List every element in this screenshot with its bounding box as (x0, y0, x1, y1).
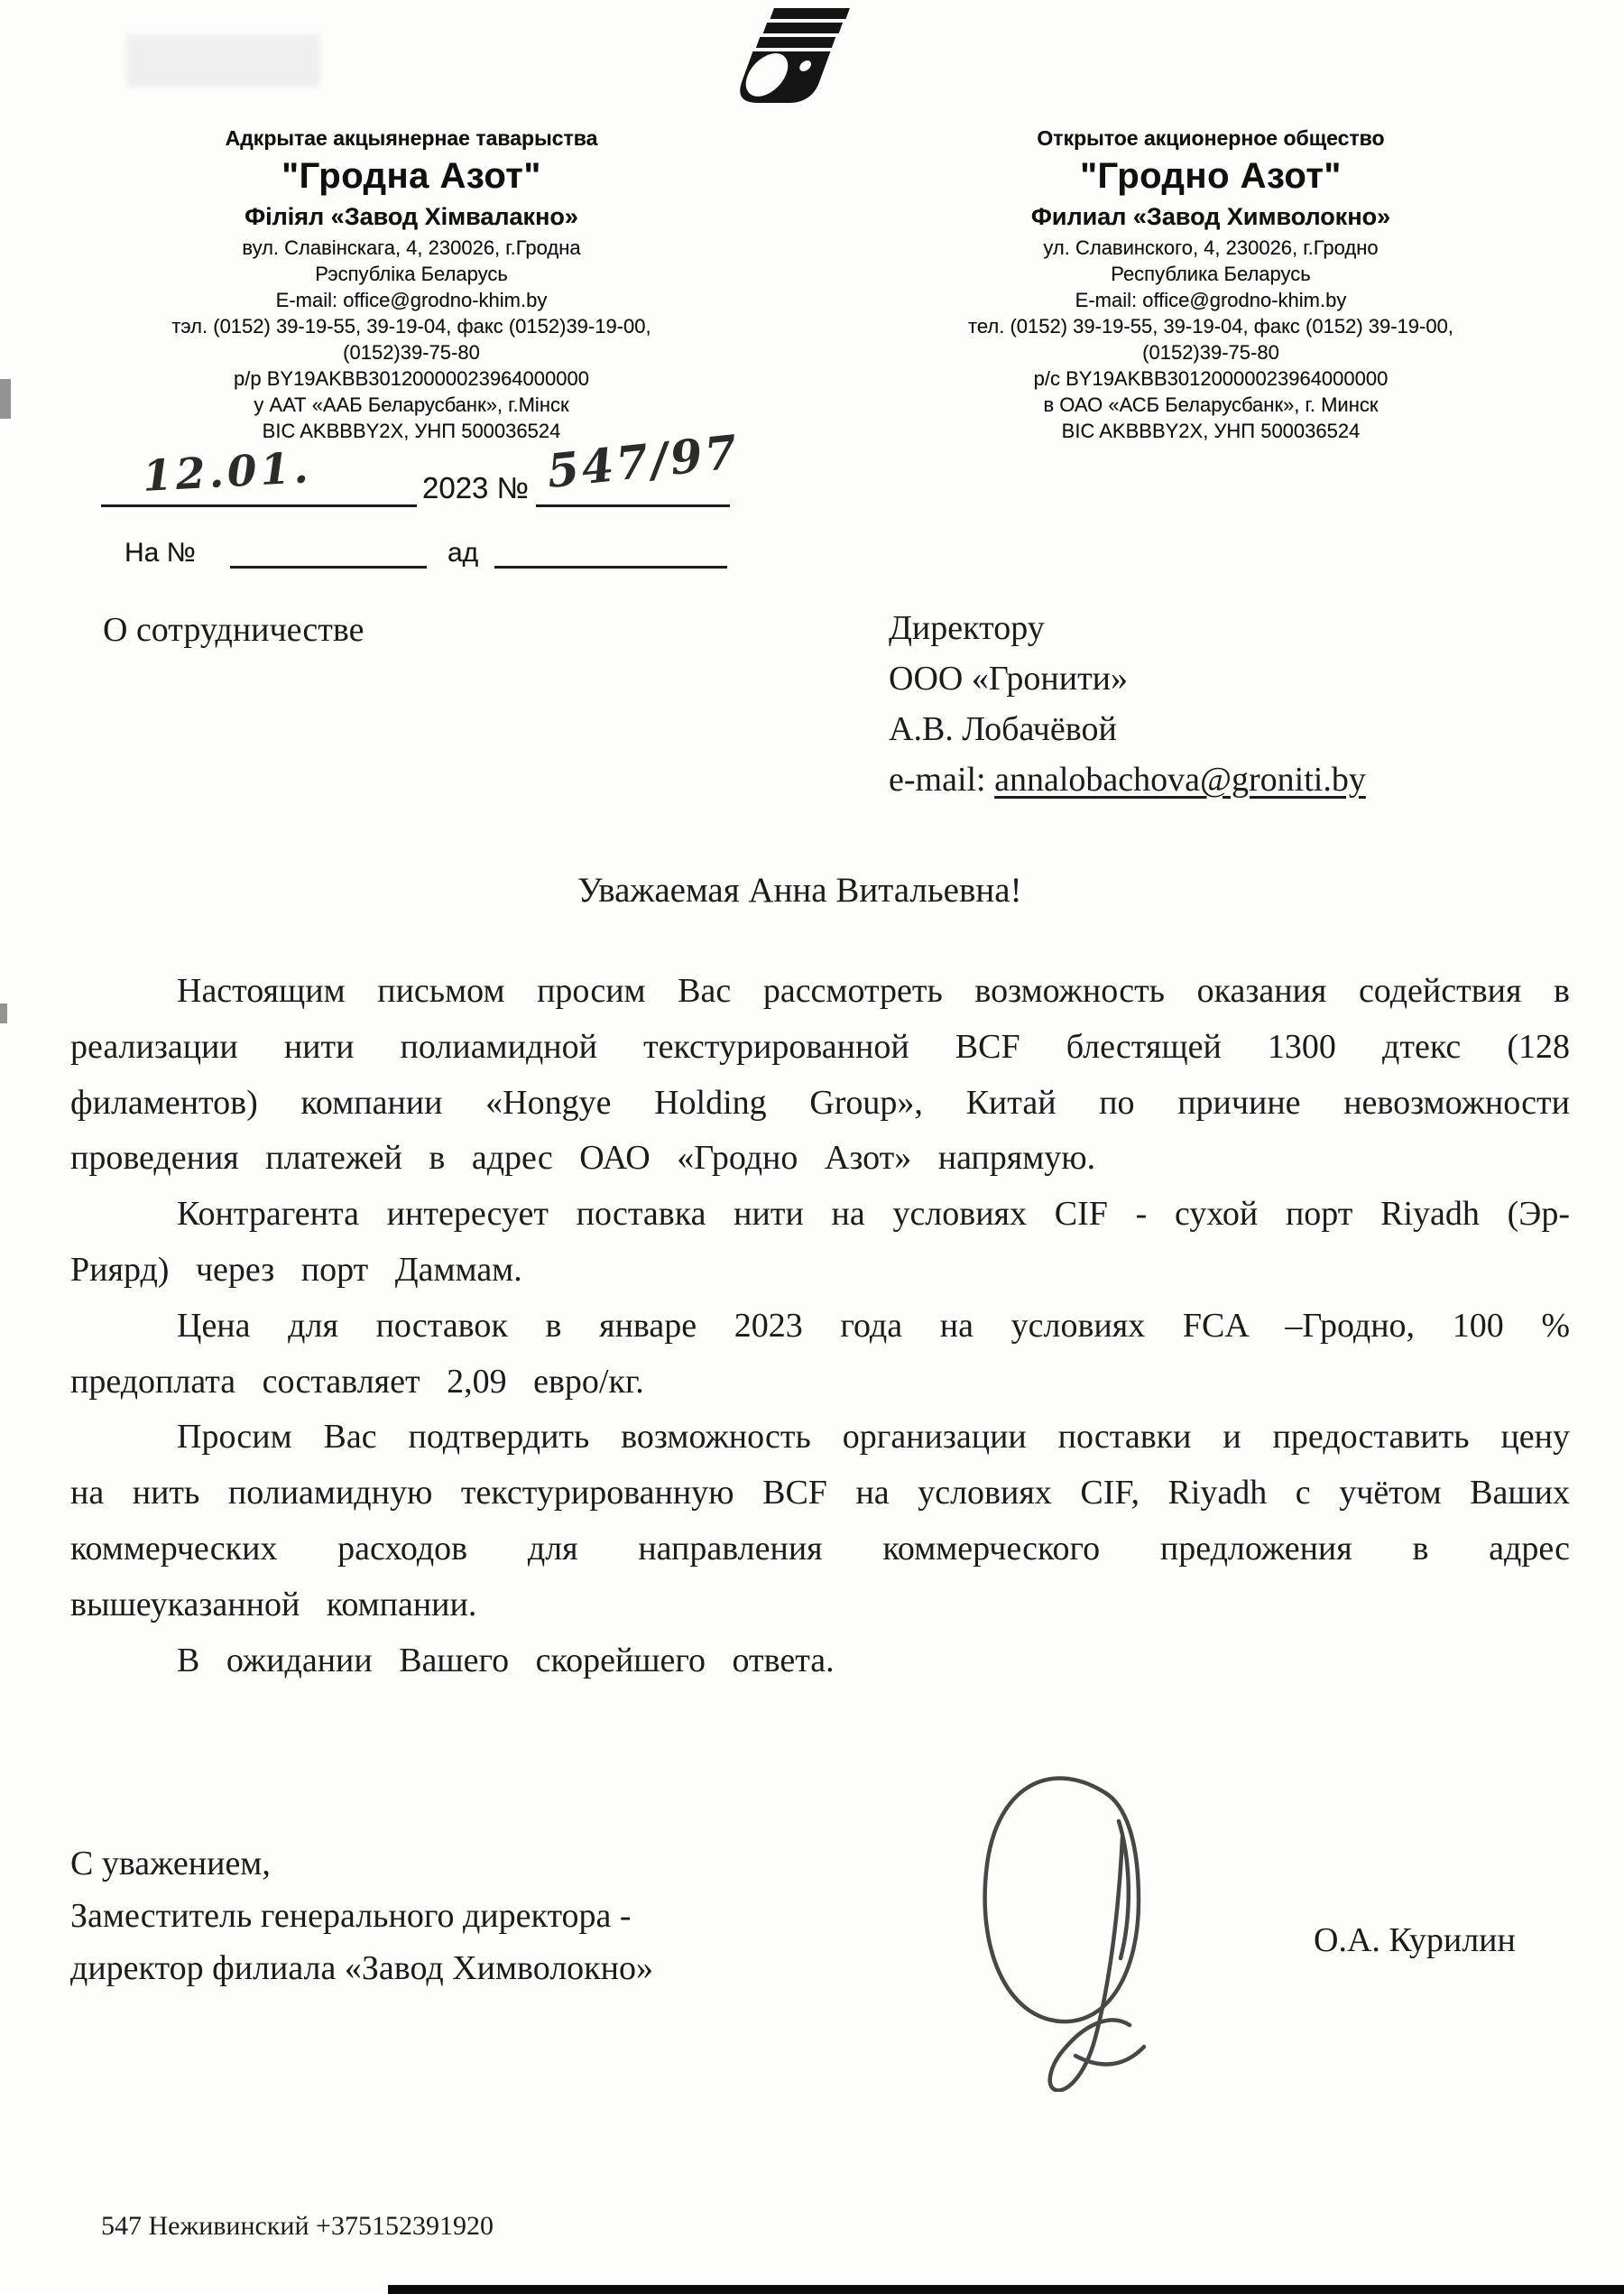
org-bank: в ОАО «АСБ Беларусбанк», г. Минск (1043, 393, 1379, 416)
reply-date-label: ад (448, 538, 479, 568)
subject-line: О сотрудничестве (103, 611, 364, 649)
org-country: Рэспубліка Беларусь (315, 263, 508, 285)
addressee-block (889, 603, 1366, 805)
handwritten-date: 12.01. (141, 443, 313, 502)
letterhead-russian (886, 125, 1536, 444)
org-street: вул. Славінскага, 4, 230026, г.Гродна (242, 236, 581, 259)
salutation: Уважаемая Анна Витальевна! (577, 871, 1022, 910)
org-phones2: (0152)39-75-80 (343, 341, 480, 364)
org-bank: у ААТ «ААБ Беларусбанк», г.Мінск (254, 393, 569, 416)
scan-edge-bar (388, 2285, 1624, 2294)
org-bic: BIC AKBBBY2X, УНП 500036524 (262, 420, 561, 442)
email-label: e-mail: (889, 761, 995, 799)
number-underline (536, 469, 730, 507)
org-name: "Гродна Азот" (281, 156, 541, 196)
paragraph-4: Просим Вас подтвердить возможность организации поставки и предоставить цену на нить полиамидную текстурированную BCF на условиях CIF, Riyadh с учётом Ваших коммерческих расходов для направления коммерческого предложения в адрес вышеуказанной компании. (70, 1418, 1570, 1623)
scan-smudge (0, 1004, 7, 1023)
year-and-number-label: 2023 № (422, 471, 529, 504)
org-phones: тэл. (0152) 39-19-55, 39-19-04, факс (0152)39-19-00, (171, 315, 651, 338)
closing-regards: С уважением, (70, 1845, 271, 1882)
grodno-azot-logo-icon (726, 5, 862, 106)
letter-body (70, 964, 1570, 1688)
org-name: "Гродно Азот" (1080, 156, 1342, 196)
org-branch: Філіял «Завод Хімвалакно» (245, 203, 578, 230)
org-email: E-mail: office@grodno-khim.by (275, 289, 548, 311)
org-type: Открытое акционерное общество (1037, 126, 1385, 150)
org-phones: тел. (0152) 39-19-55, 39-19-04, факс (0152) 39-19-00, (968, 315, 1453, 338)
signature-scribble-icon (967, 1758, 1229, 2092)
letterhead-belarusian (87, 125, 736, 444)
org-country: Республика Беларусь (1111, 263, 1311, 285)
addressee-company: ООО «Гронити» (889, 660, 1129, 698)
closing-title-1: Заместитель генерального директора - (70, 1897, 632, 1935)
reply-number-underline (230, 536, 427, 569)
paragraph-2: Контрагента интересует поставка нити на условиях CIF - сухой порт Riyadh (Эр-Риярд) через порт Даммам. (70, 1195, 1570, 1289)
org-bic: BIC AKBBBY2X, УНП 500036524 (1061, 420, 1361, 442)
scan-smudge (0, 379, 11, 419)
reply-date-underline (494, 536, 727, 569)
paragraph-1: Настоящим письмом просим Вас рассмотреть возможность оказания содействия в реализации нити полиамидной текстурированной BCF блестящей 1300 дтекс (128 филаментов) компании «Hongye Holding Group», Китай по причине невозможности проведения платежей в адрес ОАО «Гродно Азот» напрямую. (70, 972, 1570, 1178)
paragraph-5: В ожидании Вашего скорейшего ответа. (177, 1641, 835, 1679)
org-street: ул. Славинского, 4, 230026, г.Гродно (1043, 236, 1379, 259)
addressee-email-line (889, 754, 1366, 805)
signer-name: О.А. Курилин (1314, 1921, 1516, 1959)
reply-to-label: На № (125, 538, 196, 568)
closing-title-2: директор филиала «Завод Химволокно» (70, 1949, 653, 1987)
closing-block (70, 1837, 653, 1994)
addressee-person: А.В. Лобачёвой (889, 710, 1117, 748)
org-branch: Филиал «Завод Химволокно» (1030, 203, 1391, 230)
addressee-title: Директору (889, 609, 1045, 647)
addressee-email: annalobachova@groniti.by (994, 761, 1366, 799)
org-type: Адкрытае акцыянернае таварыства (225, 126, 598, 150)
handwritten-number: 547/97 (544, 424, 743, 500)
date-underline (101, 469, 417, 507)
org-account: р/р BY19AKBB30120000023964000000 (234, 367, 589, 390)
paragraph-3: Цена для поставок в январе 2023 года на условиях FCA –Гродно, 100 % предоплата составляет 2,09 евро/кг. (70, 1306, 1571, 1401)
org-email: E-mail: office@grodno-khim.by (1075, 289, 1347, 311)
org-account: р/с BY19AKBB30120000023964000000 (1033, 367, 1389, 390)
executor-footer: 547 Неживинский +375152391920 (101, 2211, 494, 2241)
org-phones2: (0152)39-75-80 (1142, 341, 1279, 364)
scan-artifact (126, 34, 320, 87)
